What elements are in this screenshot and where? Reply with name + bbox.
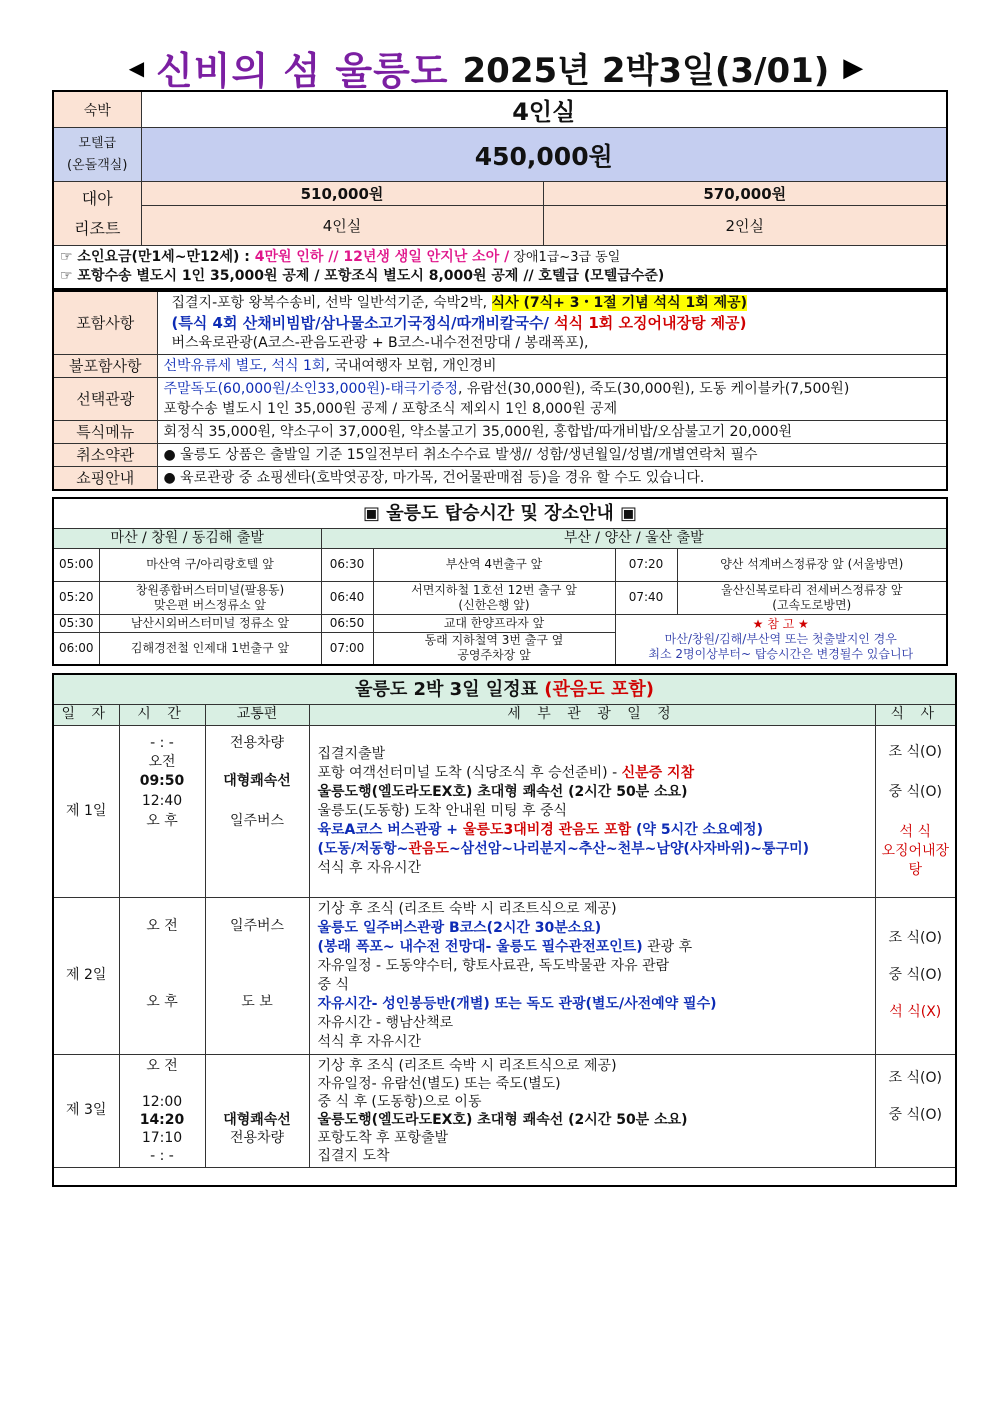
pickup-time: 07:20 <box>615 548 677 581</box>
lodging-value: 4인실 <box>141 91 947 128</box>
shopping-content: ● 육로관광 중 쇼핑센타(호박엿공장, 마가목, 건어물판매점 등)을 경유 할 수도 있습니다. <box>157 467 947 491</box>
pickup-time: 05:00 <box>53 548 99 581</box>
header-time: 시 간 <box>119 704 205 725</box>
resort-price-2: 570,000원 <box>543 182 947 206</box>
pickup-place: 서면지하철 1호선 12번 출구 앞 (신한은행 앞) <box>373 581 615 614</box>
header-meal: 식 사 <box>875 704 956 725</box>
shopping-label: 쇼핑안내 <box>53 467 157 491</box>
pickup-place: 양산 석계버스정류장 앞 (서울방면) <box>677 548 947 581</box>
pickup-table <box>52 497 948 666</box>
header-transport: 교통편 <box>205 704 309 725</box>
itinerary-title: 울릉도 2박 3일 일정표 (관음도 포함) <box>53 674 956 704</box>
optional-content: 주말독도(60,000원/소인33,000원)-태극기증정, 유람선(30,000원), 죽도(30,000원), 도동 케이블카(7,500원) 포항수송 별도시 1인 35,000원 공제 / 포항조식 제외시 1인 8,000원 공제 <box>157 378 947 421</box>
pickup-place: 마산역 구/아리랑호텔 앞 <box>99 548 321 581</box>
pickup-time: 06:40 <box>321 581 373 614</box>
title-main: 신비의 섬 울릉도 <box>156 49 449 93</box>
resort-room-4: 4인실 <box>141 206 543 246</box>
resort-label: 대아 리조트 <box>53 182 141 246</box>
pickup-place: 창원종합버스터미널(팔용동) 맞은편 버스정류소 앞 <box>99 581 321 614</box>
pickup-time: 06:50 <box>321 614 373 632</box>
excluded-content: 선박유류세 별도, 석식 1회, 국내여행자 보험, 개인경비 <box>157 355 947 378</box>
cancel-policy-label: 취소약관 <box>53 444 157 467</box>
pickup-time: 06:00 <box>53 632 99 665</box>
pohang-deduct-note: ☞ 포항수송 별도시 1인 35,000원 공제 / 포항조식 별도시 8,000원 공제 // 호텔급 (모텔급수준) <box>60 268 665 284</box>
pickup-title: ▣ 울릉도 탑승시간 및 장소안내 ▣ <box>53 498 947 528</box>
day-2-meals: 조 식(O) 중 식(O) 석 식(X) <box>875 897 956 1054</box>
info-table <box>52 290 948 491</box>
day-1-times: - : - 오전 09:50 12:40 오 후 <box>119 725 205 897</box>
resort-room-2: 2인실 <box>543 206 947 246</box>
header-detail: 세 부 관 광 일 정 <box>309 704 875 725</box>
title-sub: 2025년 2박3일(3/01) <box>462 51 830 91</box>
pickup-note: ★ 참 고 ★ 마산/창원/김해/부산역 또는 첫출발지인 경우 최소 2명이상부터~ 탑승시간은 변경될수 있습니다 <box>615 614 947 665</box>
day-1-details: 집결지출발 포항 여객선터미널 도착 (식당조식 후 승선준비) - 신분증 지참 울릉도행(엘도라도EX호) 초대형 쾌속선 (2시간 50분 소요) 울릉도(도동항) 도착 안내원 미팅 후 중식 육로A코스 버스관광 + 울릉도3대비경 관음도 포함 (약 5시간 소요예정) (도동/저동항~관음도~삼선암~나리분지~추산~천부~남양(사자바위)~통구미) 석식 후 자유시간 <box>309 725 875 897</box>
price-table <box>52 90 948 290</box>
pickup-place: 남산시외버스터미널 정류소 앞 <box>99 614 321 632</box>
special-menu-label: 특식메뉴 <box>53 421 157 444</box>
empty-row <box>53 1167 956 1186</box>
pickup-place: 울산신복로타리 전세버스정류장 앞 (고속도로방면) <box>677 581 947 614</box>
pickup-place: 동래 지하철역 3번 출구 옆 공영주차장 앞 <box>373 632 615 665</box>
motel-price: 450,000원 <box>141 128 947 182</box>
price-notes <box>53 246 947 290</box>
included-content: 집결지-포항 왕복수송비, 선박 일반석기준, 숙박2박, 식사 (7식+ 3・1절 기념 석식 1회 제공) (특식 4회 산채비빔밥/삼나물소고기국정식/따개비칼국수/ 석식 1회 오징어내장탕 제공) 버스육로관광(A코스-관음도관광 + B코스-내수전전망대 / 봉래폭포), <box>157 291 947 355</box>
pickup-place: 김해경전철 인제대 1번출구 앞 <box>99 632 321 665</box>
day-2-times: 오 전 오 후 <box>119 897 205 1054</box>
motel-label: 모텔급 (온돌객실) <box>53 128 141 182</box>
day-2-details: 기상 후 조식 (리조트 숙박 시 리조트식으로 제공) 울릉도 일주버스관광 B코스(2시간 30분소요) (봉래 폭포~ 내수전 전망대- 울릉도 필수관전포인트) 관광 후 자유일정 - 도동약수터, 향토사료관, 독도박물관 자유 관람 중 식 자유시간- 성인봉등반(개별) 또는 독도 관광(별도/사전예약 필수) 자유시간 - 행남산책로 석식 후 자유시간 <box>309 897 875 1054</box>
pickup-place: 부산역 4번출구 앞 <box>373 548 615 581</box>
day-3-label: 제 3일 <box>53 1054 119 1167</box>
pickup-group-b: 부산 / 양산 / 울산 출발 <box>321 528 947 548</box>
pickup-time: 06:30 <box>321 548 373 581</box>
day-1-meals: 조 식(O) 중 식(O) 석 식 오징어내장 탕 <box>875 725 956 897</box>
included-label: 포함사항 <box>53 291 157 355</box>
day-1-transport: 전용차량 대형쾌속선 일주버스 <box>205 725 309 897</box>
optional-label: 선택관광 <box>53 378 157 421</box>
cancel-policy-content: ● 울릉도 상품은 출발일 기준 15일전부터 취소수수료 발생// 성함/생년월일/성별/개별연락처 필수 <box>157 444 947 467</box>
right-triangle-icon: ▶ <box>843 52 864 83</box>
pickup-time: 05:20 <box>53 581 99 614</box>
day-3-times: 오 전 12:00 14:20 17:10 - : - <box>119 1054 205 1167</box>
excluded-label: 불포함사항 <box>53 355 157 378</box>
pickup-time: 07:00 <box>321 632 373 665</box>
pickup-place: 교대 한양프라자 앞 <box>373 614 615 632</box>
day-2-label: 제 2일 <box>53 897 119 1054</box>
header-day: 일 자 <box>53 704 119 725</box>
day-2-transport: 일주버스 도 보 <box>205 897 309 1054</box>
day-3-meals: 조 식(O) 중 식(O) <box>875 1054 956 1167</box>
day-1-label: 제 1일 <box>53 725 119 897</box>
special-menu-content: 회정식 35,000원, 약소구이 37,000원, 약소불고기 35,000원, 홍합밥/따개비밥/오삼불고기 20,000원 <box>157 421 947 444</box>
lodging-label: 숙박 <box>53 91 141 128</box>
pickup-group-a: 마산 / 창원 / 동김해 출발 <box>53 528 321 548</box>
pickup-time: 07:40 <box>615 581 677 614</box>
resort-price-4: 510,000원 <box>141 182 543 206</box>
day-3-details: 기상 후 조식 (리조트 숙박 시 리조트식으로 제공) 자유일정- 유람선(별도) 또는 죽도(별도) 중 식 후 (도동항)으로 이동 울릉도행(엘도라도EX호) 초대형 쾌속선 (2시간 50분 소요) 포항도착 후 포항출발 집결지 도착 <box>309 1054 875 1167</box>
day-3-transport: 대형쾌속선 전용차량 <box>205 1054 309 1167</box>
left-triangle-icon: ◀ <box>128 55 145 80</box>
pickup-time: 05:30 <box>53 614 99 632</box>
child-fare-note: ☞ 소인요금(만1세~만12세) : 4만원 인하 // 12년생 생일 안지난 소아 / 장애1급~3급 동일 <box>60 249 621 265</box>
itinerary-table <box>52 673 957 1187</box>
